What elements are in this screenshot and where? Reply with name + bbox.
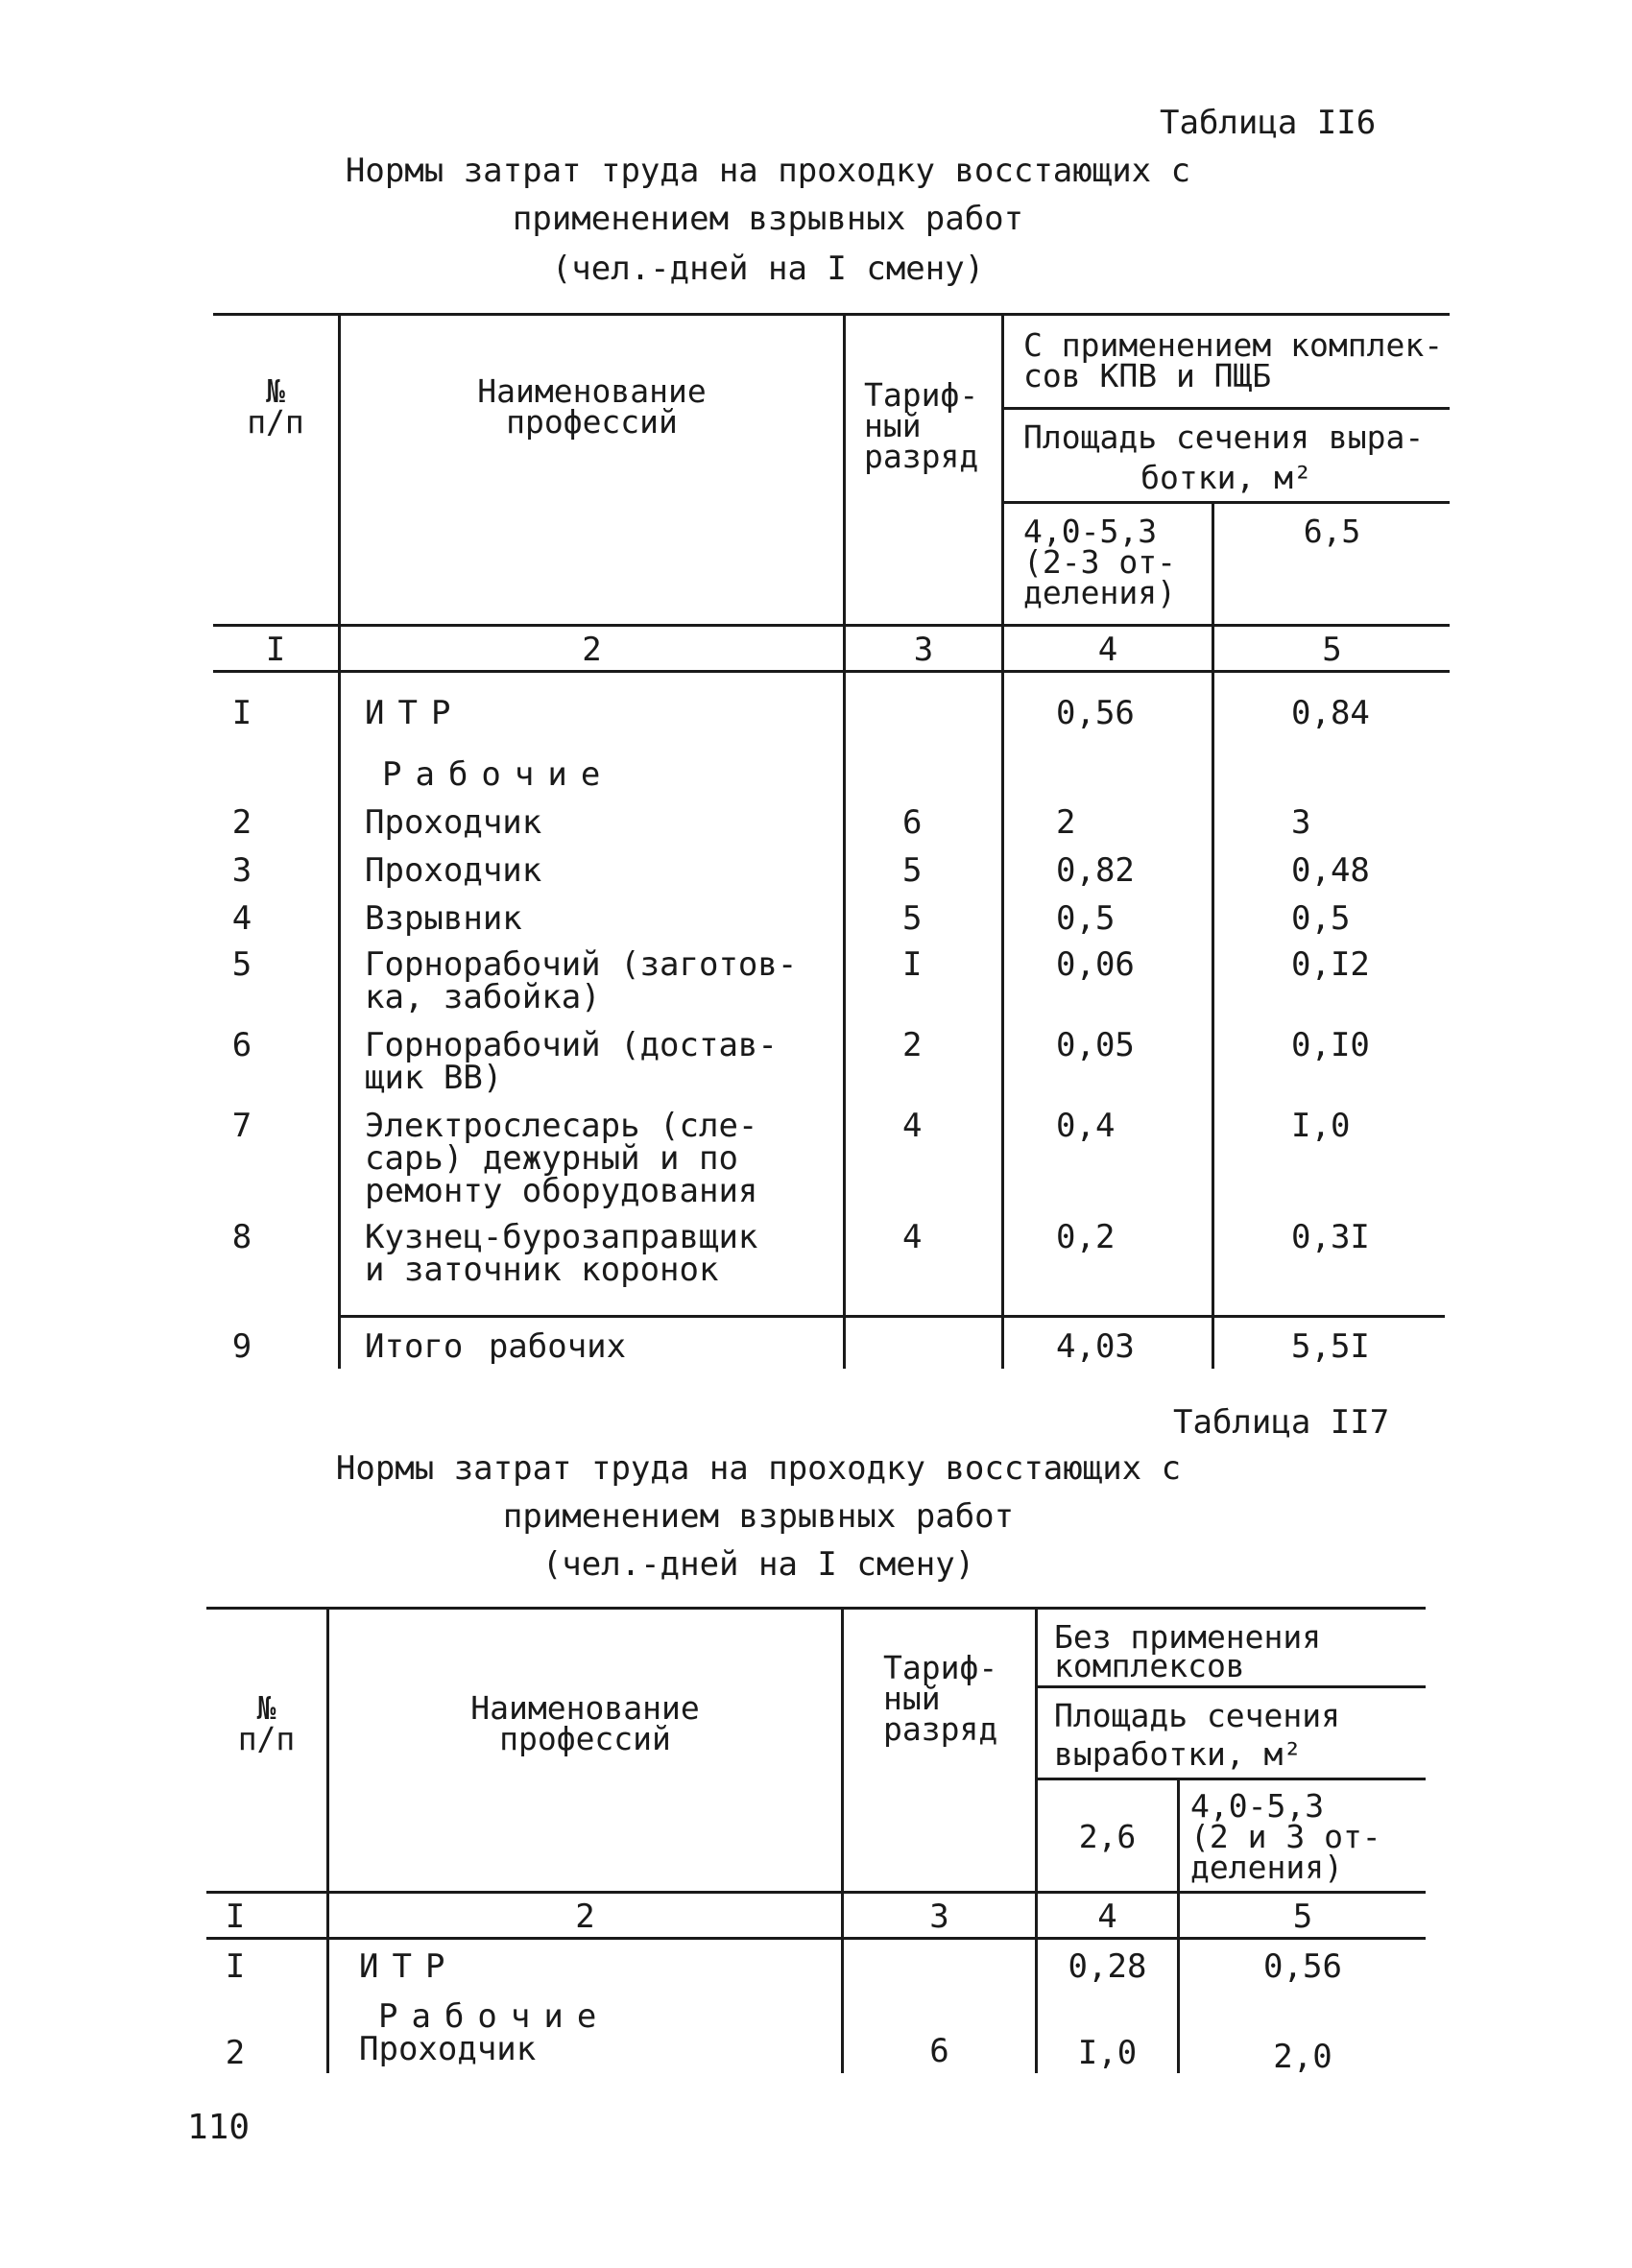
t117-header-grade-2: ный (883, 1680, 941, 1717)
t116-row5-name-1: Горнорабочий (заготов- (365, 945, 798, 984)
t117-header-num-1: № (256, 1689, 276, 1727)
t117-row2-grade: 6 (929, 2032, 949, 2070)
t116-row7-num: 7 (231, 1107, 252, 1145)
t117-header-area-2: выработки, м² (1054, 1735, 1303, 1773)
t116-row7-name-2: сарь) дежурный и по (365, 1139, 738, 1178)
t117-header-grade-1: Тариф- (883, 1649, 998, 1686)
table-116-top-rule (213, 313, 1450, 316)
t116-colnum-1: I (265, 631, 286, 669)
t117-row1-num: I (225, 1947, 246, 1986)
table-116-header-rule (213, 624, 1450, 627)
t117-header-group-2: комплексов (1054, 1647, 1245, 1684)
t116-row8-num: 8 (231, 1218, 252, 1256)
t116-colnum-3: 3 (913, 631, 934, 669)
t116-row3-grade: 5 (902, 851, 923, 890)
t116-header-col4-2: (2-3 от- (1023, 543, 1176, 581)
t116-row5-name-2: ка, забойка) (365, 978, 601, 1016)
t117-header-col5-1: 4,0-5,3 (1190, 1787, 1325, 1825)
t117-header-grade-3: разряд (883, 1710, 998, 1748)
t117-colnum-1: I (225, 1898, 246, 1936)
t116-header-grade-1: Тариф- (864, 376, 979, 414)
t116-header-name-1: Наименование (477, 372, 707, 410)
t116-row7-v2: I,0 (1291, 1107, 1351, 1145)
t116-header-col4-3: деления) (1023, 574, 1176, 611)
t116-row4-v2: 0,5 (1291, 899, 1351, 938)
t116-total-v2: 5,5I (1291, 1327, 1370, 1366)
t116-row8-name-1: Кузнец-бурозаправщик (365, 1218, 758, 1256)
t116-row7-grade: 4 (902, 1107, 923, 1145)
t116-row6-name-2: щик ВВ) (365, 1059, 503, 1097)
table-116-group-rule (1003, 407, 1450, 410)
t116-total-num: 9 (231, 1327, 252, 1366)
table-117-header-rule (206, 1891, 1426, 1894)
t117-row2-name: Проходчик (359, 2030, 537, 2068)
t117-header-group-1: Без применения (1054, 1618, 1322, 1656)
table-117-colnum-rule (206, 1937, 1426, 1940)
t116-row6-grade: 2 (902, 1026, 923, 1064)
t117-colnum-2: 2 (575, 1898, 595, 1936)
table-117-title-line-1: Нормы затрат труда на проходку восстающих с (335, 1449, 1182, 1488)
t116-header-area-2: ботки, м² (1140, 459, 1312, 496)
t116-row8-name-2: и заточник коронок (365, 1251, 719, 1289)
t116-colnum-4: 4 (1097, 631, 1118, 669)
t116-header-group-1: С применением комплек- (1023, 326, 1444, 364)
page-number: 110 (187, 2108, 251, 2147)
table-116-col-divider-2 (843, 313, 846, 1369)
t117-header-name-2: профессий (499, 1720, 671, 1757)
t116-row1-num: I (231, 694, 252, 732)
t116-row3-name: Проходчик (365, 851, 542, 890)
t116-header-grade-3: разряд (864, 438, 979, 475)
t117-row1-v1: 0,28 (1068, 1947, 1147, 1986)
t116-row1-name: ИТР (365, 694, 465, 732)
table-117-area-rule (1037, 1778, 1426, 1780)
t117-section-workers: Рабочие (378, 1997, 611, 2036)
t116-row2-v1: 2 (1056, 803, 1076, 842)
t116-row7-name-3: ремонту оборудования (365, 1172, 758, 1210)
t116-row4-grade: 5 (902, 899, 923, 938)
t116-row6-v1: 0,05 (1056, 1026, 1135, 1064)
t117-row2-v1: I,0 (1077, 2034, 1138, 2072)
t116-row4-num: 4 (231, 899, 252, 938)
t117-header-name-1: Наименование (470, 1689, 700, 1727)
table-117-title-line-3: (чел.-дней на I смену) (541, 1545, 975, 1584)
table-116-title-line-2: применением взрывных работ (512, 200, 1024, 238)
t117-header-col5-3: деления) (1190, 1849, 1343, 1886)
t116-header-group-2: сов КПВ и ПЩБ (1023, 357, 1272, 394)
table-116-col-divider-4 (1212, 501, 1214, 1369)
table-117-col-divider-2 (841, 1607, 844, 2073)
t116-row8-v1: 0,2 (1056, 1218, 1116, 1256)
t116-row7-v1: 0,4 (1056, 1107, 1116, 1145)
t116-row7-name-1: Электрослесарь (сле- (365, 1107, 758, 1145)
t117-header-col5-2: (2 и 3 от- (1190, 1818, 1381, 1855)
t117-colnum-5: 5 (1292, 1898, 1313, 1936)
t116-row2-name: Проходчик (365, 803, 542, 842)
t116-row5-v2: 0,I2 (1291, 945, 1370, 984)
t116-total-name: Итого рабочих (365, 1327, 627, 1366)
t116-row2-grade: 6 (902, 803, 923, 842)
t117-colnum-4: 4 (1097, 1898, 1117, 1936)
t116-section-workers: Рабочие (382, 755, 614, 794)
table-117-group-rule (1037, 1685, 1426, 1688)
table-116-colnum-rule (213, 670, 1450, 673)
t117-row2-v2: 2,0 (1273, 2038, 1332, 2076)
t116-row4-name: Взрывник (365, 899, 522, 938)
t116-header-col4-1: 4,0-5,3 (1023, 513, 1158, 550)
table-116-title-line-1: Нормы затрат труда на проходку восстающих с (345, 152, 1191, 190)
t116-row5-num: 5 (231, 945, 252, 984)
t116-row3-num: 3 (231, 851, 252, 890)
t117-row2-num: 2 (225, 2034, 246, 2072)
t116-row8-v2: 0,3I (1291, 1218, 1370, 1256)
t116-row1-v2: 0,84 (1291, 694, 1370, 732)
t116-row6-name-1: Горнорабочий (достав- (365, 1026, 778, 1064)
t116-header-name-2: профессий (506, 403, 678, 441)
t117-header-col4: 2,6 (1078, 1818, 1137, 1855)
t116-header-num-1: № (266, 372, 285, 410)
t116-row2-v2: 3 (1291, 803, 1311, 842)
t116-row2-num: 2 (231, 803, 252, 842)
table-117-title-line-2: применением взрывных работ (502, 1497, 1015, 1536)
t116-header-area-1: Площадь сечения выра- (1023, 418, 1425, 456)
t116-row4-v1: 0,5 (1056, 899, 1116, 938)
t116-total-v1: 4,03 (1056, 1327, 1135, 1366)
t116-row5-v1: 0,06 (1056, 945, 1135, 984)
t117-header-num-2: п/п (237, 1720, 296, 1757)
t116-header-col5: 6,5 (1303, 513, 1361, 550)
table-116-total-rule (341, 1315, 1445, 1318)
t117-colnum-3: 3 (929, 1898, 949, 1936)
t116-header-grade-2: ный (864, 407, 922, 444)
t117-row1-name: ИТР (359, 1947, 459, 1986)
table-117-caption: Таблица II7 (1173, 1403, 1390, 1442)
table-117-col-divider-1 (326, 1607, 329, 2073)
t116-row3-v1: 0,82 (1056, 851, 1135, 890)
t117-row1-v2: 0,56 (1263, 1947, 1342, 1986)
t116-row1-v1: 0,56 (1056, 694, 1135, 732)
table-116-col-divider-1 (338, 313, 341, 1369)
t116-row6-v2: 0,I0 (1291, 1026, 1370, 1064)
table-116-title-line-3: (чел.-дней на I смену) (551, 250, 985, 288)
table-116-area-rule (1003, 501, 1450, 504)
t117-header-area-1: Площадь сечения (1054, 1697, 1341, 1734)
table-116-caption: Таблица II6 (1160, 104, 1377, 142)
table-117-top-rule (206, 1607, 1426, 1610)
t116-header-num-2: п/п (247, 403, 304, 441)
t116-row3-v2: 0,48 (1291, 851, 1370, 890)
t116-colnum-2: 2 (582, 631, 602, 669)
t116-row8-grade: 4 (902, 1218, 923, 1256)
t116-row5-grade: I (902, 945, 923, 984)
t116-colnum-5: 5 (1322, 631, 1342, 669)
t116-row6-num: 6 (231, 1026, 252, 1064)
